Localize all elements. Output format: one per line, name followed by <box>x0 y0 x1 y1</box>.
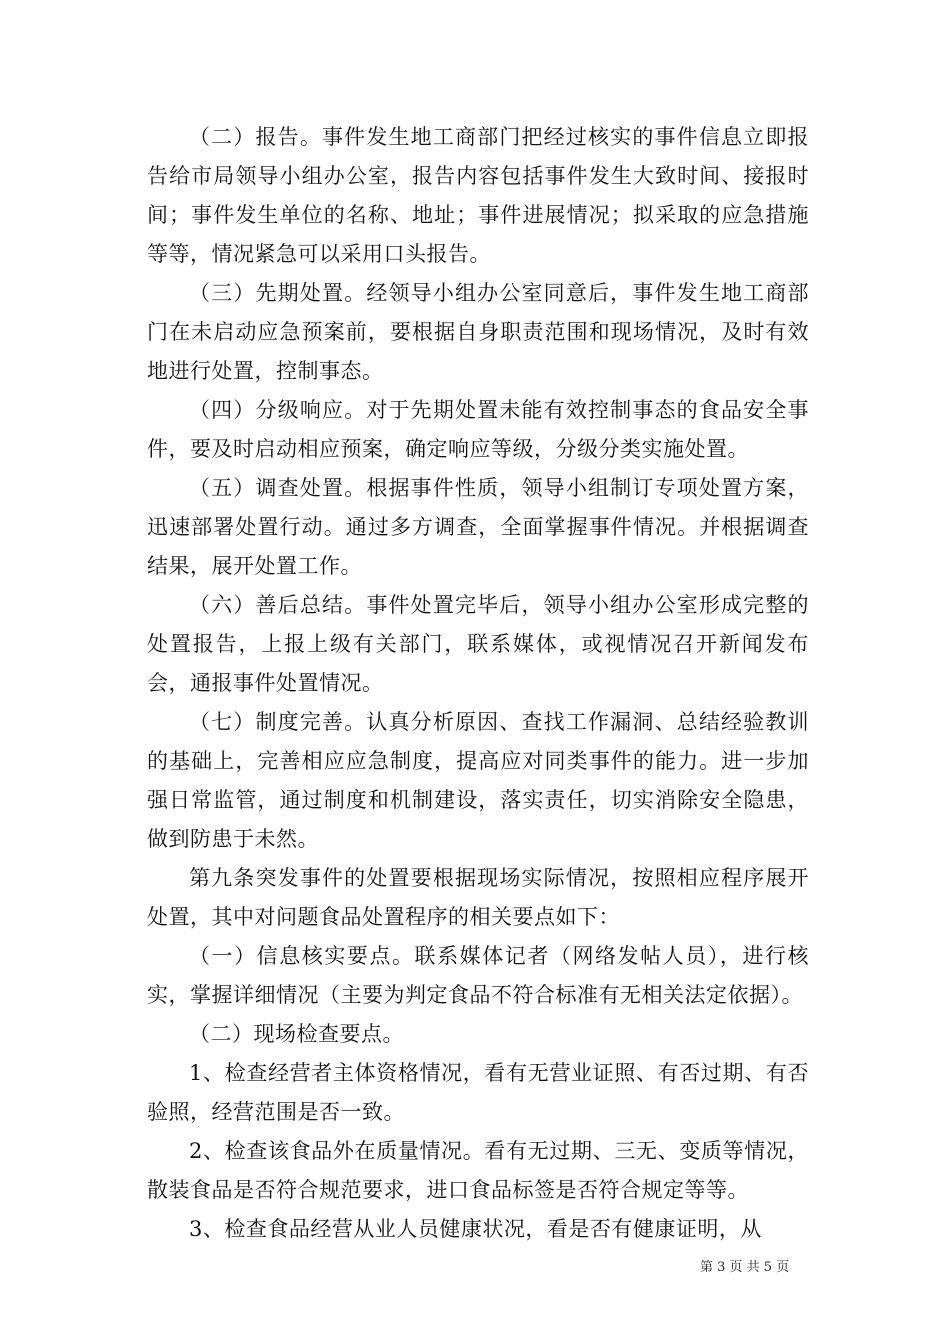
document-body <box>147 118 809 1249</box>
paragraph: （二）现场检查要点。 <box>189 1022 404 1046</box>
paragraph: （二）报告。事件发生地工商部门把经过核实的事件信息立即报告给市局领导小组办公室，报告内容包括事件发生大致时间、接报时间；事件发生单位的名称、地址；事件进展情况；拟采取的应急措施等等，情况紧急可以采用口头报告。 <box>147 125 809 266</box>
paragraph: （五）调查处置。根据事件性质，领导小组制订专项处置方案，迅速部署处置行动。通过多方调查，全面掌握事件情况。并根据调查结果，展开处置工作。 <box>147 476 809 578</box>
paragraph: 3、检查食品经营从业人员健康状况，看是否有健康证明，从 <box>189 1217 762 1241</box>
paragraph: 2、检查该食品外在质量情况。看有无过期、三无、变质等情况，散装食品是否符合规范要求，进口食品标签是否符合规定等等。 <box>147 1139 809 1202</box>
paragraph: （三）先期处置。经领导小组办公室同意后，事件发生地工商部门在未启动应急预案前，要根据自身职责范围和现场情况，及时有效地进行处置，控制事态。 <box>147 281 809 383</box>
paragraph: （一）信息核实要点。联系媒体记者（网络发帖人员），进行核实，掌握详细情况（主要为判定食品不符合标准有无相关法定依据）。 <box>147 944 809 1007</box>
paragraph: 1、检查经营者主体资格情况，看有无营业证照、有否过期、有否验照，经营范围是否一致。 <box>147 1061 809 1124</box>
paragraph: （七）制度完善。认真分析原因、查找工作漏洞、总结经验教训的基础上，完善相应应急制度，提高应对同类事件的能力。进一步加强日常监管，通过制度和机制建设，落实责任，切实消除安全隐患，做到防患于未然。 <box>147 710 809 851</box>
page-number-footer: 第 3 页 共 5 页 <box>700 1260 790 1275</box>
paragraph: （六）善后总结。事件处置完毕后，领导小组办公室形成完整的处置报告，上报上级有关部门，联系媒体，或视情况召开新闻发布会，通报事件处置情况。 <box>147 593 809 695</box>
paragraph: （四）分级响应。对于先期处置未能有效控制事态的食品安全事件，要及时启动相应预案，确定响应等级，分级分类实施处置。 <box>147 398 809 461</box>
paragraph: 第九条突发事件的处置要根据现场实际情况，按照相应程序展开处置，其中对问题食品处置程序的相关要点如下： <box>147 866 809 929</box>
